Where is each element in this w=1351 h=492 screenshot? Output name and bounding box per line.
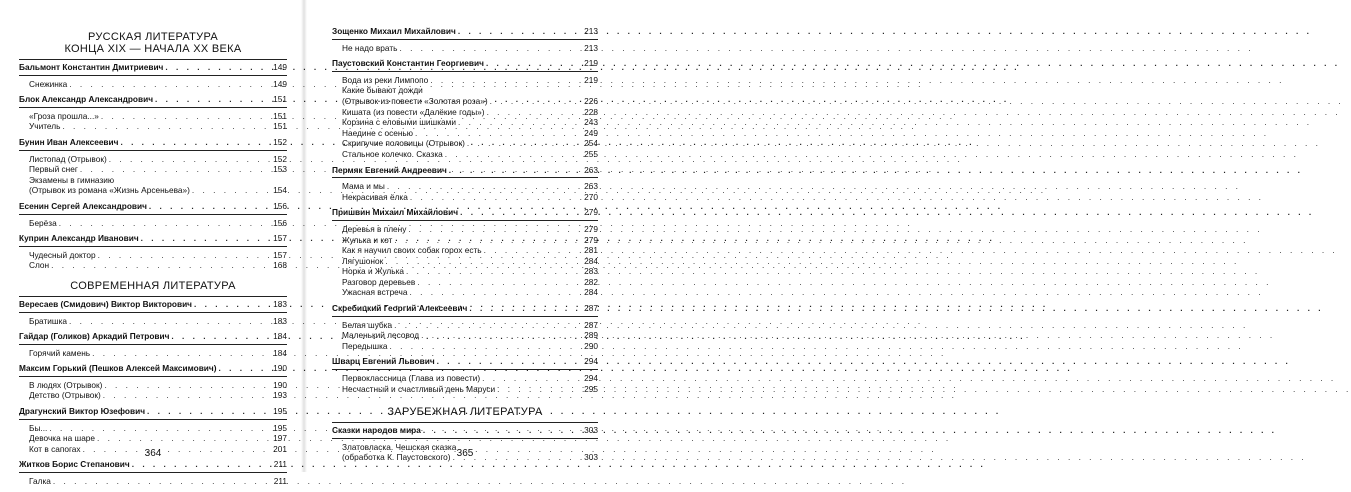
toc-work-entry-page-number: 282 bbox=[584, 276, 598, 287]
toc-work-entry-title: Братишка bbox=[29, 315, 68, 326]
author-underline bbox=[19, 75, 287, 76]
toc-work-entry-page-number: 279 bbox=[584, 234, 598, 245]
toc-author-entry-page-number: 157 bbox=[273, 233, 287, 244]
toc-work-entry-title: Первоклассница (Глава из повести) bbox=[342, 373, 481, 384]
toc-work-entry-page-number: 287 bbox=[584, 319, 598, 330]
toc-work-entry bbox=[19, 423, 287, 434]
toc-author-entry-title: Шварц Евгений Львович bbox=[332, 356, 435, 367]
toc-work-entry bbox=[332, 96, 598, 107]
dot-leader bbox=[490, 96, 576, 107]
toc-author-entry bbox=[332, 303, 598, 314]
toc-work-entry bbox=[332, 287, 598, 298]
toc-author-entry-title: Пермяк Евгений Андреевич bbox=[332, 164, 447, 175]
toc-author-entry-page-number: 219 bbox=[584, 58, 598, 69]
toc-work-entry-page-number: 195 bbox=[273, 422, 287, 433]
toc-work-entry-page-number: 193 bbox=[273, 390, 287, 401]
dot-leader bbox=[458, 117, 576, 128]
dot-leader bbox=[394, 235, 576, 246]
toc-work-entry-title: Не надо врать bbox=[342, 42, 398, 53]
dot-leader bbox=[399, 43, 576, 54]
toc-work-entry-title: «Гроза прошла...» bbox=[29, 110, 99, 121]
toc-author-entry-page-number: 303 bbox=[584, 425, 598, 436]
toc-work-entry-title: Снежинка bbox=[29, 78, 68, 89]
toc-work-entry-page-number: 255 bbox=[584, 148, 598, 159]
author-underline bbox=[19, 419, 287, 420]
dot-leader bbox=[98, 250, 265, 261]
dot-leader bbox=[487, 107, 576, 118]
dot-leader bbox=[415, 128, 576, 139]
toc-work-entry bbox=[332, 85, 598, 96]
toc-author-group bbox=[332, 207, 598, 298]
dot-leader bbox=[97, 433, 265, 444]
toc-work-entry bbox=[332, 384, 598, 395]
toc-work-entry-title: Горячий камень bbox=[29, 347, 91, 358]
toc-work-entry-title: (обработка К. Паустовского) bbox=[342, 452, 451, 463]
dot-leader bbox=[467, 138, 576, 149]
toc-work-entry bbox=[332, 117, 598, 128]
toc-author-entry-page-number: 184 bbox=[273, 331, 287, 342]
dot-leader bbox=[449, 165, 576, 176]
dot-leader bbox=[62, 121, 265, 132]
toc-work-entry-title: Передышка bbox=[342, 340, 388, 351]
toc-work-entry bbox=[19, 79, 287, 90]
toc-work-entry-title: Слон bbox=[29, 260, 50, 271]
toc-work-entry-page-number: 211 bbox=[273, 476, 287, 487]
dot-leader bbox=[171, 331, 265, 342]
toc-work-entry bbox=[332, 43, 598, 54]
dot-leader bbox=[409, 287, 576, 298]
toc-author-entry-title: Зощенко Михаил Михайлович bbox=[332, 26, 456, 36]
toc-author-entry-page-number: 152 bbox=[273, 136, 287, 147]
toc-work-entry-page-number: 168 bbox=[273, 260, 287, 271]
toc-work-entry-page-number: 197 bbox=[273, 433, 287, 444]
toc-work-entry bbox=[332, 128, 598, 139]
toc-author-group bbox=[332, 303, 598, 351]
dot-leader bbox=[132, 459, 265, 470]
toc-work-entry bbox=[19, 380, 287, 391]
toc-work-entry bbox=[332, 341, 598, 352]
toc-work-entry-title: Как я научил своих собак горох есть bbox=[342, 245, 482, 256]
toc-author-entry-page-number: 195 bbox=[273, 406, 287, 417]
author-underline bbox=[332, 177, 598, 178]
dot-leader bbox=[149, 201, 265, 212]
toc-work-entry-page-number: 294 bbox=[584, 373, 598, 384]
toc-work-entry-page-number: 290 bbox=[584, 340, 598, 351]
toc-work-entry-title: Скрипучие половицы (Отрывок) bbox=[342, 138, 465, 149]
toc-author-entry bbox=[19, 201, 287, 212]
dot-leader bbox=[219, 363, 266, 374]
section-title-foreign-literature: ЗАРУБЕЖНАЯ ЛИТЕРАТУРА bbox=[387, 406, 543, 419]
dot-leader bbox=[406, 266, 576, 277]
dot-leader bbox=[486, 58, 576, 69]
toc-author-group bbox=[19, 331, 287, 358]
toc-work-entry bbox=[332, 224, 598, 235]
toc-work-entry-title: Галка bbox=[29, 476, 51, 487]
toc-work-entry-page-number: 157 bbox=[273, 249, 287, 260]
toc-author-entry-page-number: 211 bbox=[273, 459, 287, 470]
toc-work-entry-title: Златовласка. Чешская сказка bbox=[342, 441, 457, 452]
toc-author-entry-title: Житков Борис Степанович bbox=[19, 459, 130, 470]
toc-author-entry bbox=[332, 356, 598, 367]
author-underline bbox=[332, 438, 598, 439]
dot-leader bbox=[69, 316, 265, 327]
dot-leader bbox=[469, 303, 576, 314]
dot-leader bbox=[430, 75, 576, 86]
toc-work-entry-title: Лягушонок bbox=[342, 255, 384, 266]
toc-author-group bbox=[332, 26, 598, 53]
toc-author-entry-title: Паустовский Константин Георгиевич bbox=[332, 58, 484, 69]
toc-author-group bbox=[19, 137, 287, 196]
toc-work-entry-title: Детство (Отрывок) bbox=[29, 390, 101, 401]
toc-author-entry bbox=[19, 406, 287, 417]
toc-work-entry bbox=[19, 260, 287, 271]
toc-author-entry-page-number: 294 bbox=[584, 356, 598, 367]
toc-work-entry bbox=[332, 330, 598, 341]
toc-author-group bbox=[332, 58, 598, 159]
toc-work-entry-page-number: 213 bbox=[584, 42, 598, 53]
toc-work-entry bbox=[19, 218, 287, 229]
section-title-modern-literature: СОВРЕМЕННАЯ ЛИТЕРАТУРА bbox=[70, 279, 236, 292]
toc-author-entry-page-number: 156 bbox=[273, 200, 287, 211]
toc-work-entry-page-number: 303 bbox=[584, 452, 598, 463]
toc-work-entry-title: Вода из реки Лимпопо bbox=[342, 74, 429, 85]
author-underline bbox=[19, 376, 287, 377]
toc-author-group bbox=[19, 299, 287, 326]
author-underline bbox=[19, 344, 287, 345]
toc-work-entry-title: Разговор деревьев bbox=[342, 276, 416, 287]
toc-work-entry bbox=[332, 277, 598, 288]
toc-work-entry-page-number: 152 bbox=[273, 153, 287, 164]
toc-work-entry bbox=[332, 320, 598, 331]
toc-work-entry-page-number: 154 bbox=[273, 185, 287, 196]
dot-leader bbox=[437, 356, 576, 367]
toc-work-entry-title: (Отрывок из повести «Золотая роза») bbox=[342, 95, 488, 106]
toc-list-russian bbox=[19, 62, 287, 276]
toc-author-entry-page-number: 149 bbox=[273, 62, 287, 72]
dot-leader bbox=[109, 154, 265, 165]
toc-work-entry-title: Берёза bbox=[29, 217, 57, 228]
toc-work-entry bbox=[332, 75, 598, 86]
toc-work-entry-title: Деревья в плену bbox=[342, 223, 407, 234]
author-underline bbox=[332, 71, 598, 72]
author-underline bbox=[19, 246, 287, 247]
toc-work-entry-page-number: 263 bbox=[584, 181, 598, 192]
toc-work-entry-title: В людях (Отрывок) bbox=[29, 379, 103, 390]
toc-author-entry-title: Бунин Иван Алексеевич bbox=[19, 136, 119, 147]
dot-leader bbox=[408, 224, 576, 235]
toc-work-entry-page-number: 228 bbox=[584, 106, 598, 117]
dot-leader bbox=[92, 348, 265, 359]
toc-work-entry-title: Белая шубка bbox=[342, 319, 393, 330]
toc-author-entry bbox=[19, 62, 287, 73]
toc-work-entry-title: Листопад (Отрывок) bbox=[29, 153, 107, 164]
toc-work-entry-title: Кот в сапогах bbox=[29, 443, 81, 454]
left-toc-column bbox=[19, 31, 287, 492]
dot-leader bbox=[390, 341, 576, 352]
dot-leader bbox=[165, 62, 265, 73]
dot-leader bbox=[417, 277, 576, 288]
toc-author-group bbox=[19, 94, 287, 132]
dot-leader bbox=[59, 218, 265, 229]
toc-author-entry-title: Драгунский Виктор Юзефович bbox=[19, 406, 146, 417]
toc-work-entry-title: Девочка на шаре bbox=[29, 433, 96, 444]
toc-author-entry-title: Скребицкий Георгий Алексеевич bbox=[332, 303, 468, 314]
toc-work-entry-title: Чудесный доктор bbox=[29, 249, 96, 260]
dot-leader bbox=[458, 26, 576, 37]
toc-work-entry bbox=[332, 373, 598, 384]
toc-work-entry bbox=[19, 390, 287, 401]
toc-work-entry bbox=[19, 348, 287, 359]
toc-author-entry-page-number: 151 bbox=[273, 94, 287, 105]
author-underline bbox=[19, 312, 287, 313]
toc-work-entry-page-number: 281 bbox=[584, 245, 598, 256]
author-underline bbox=[332, 316, 598, 317]
toc-author-group bbox=[19, 363, 287, 401]
author-underline bbox=[332, 220, 598, 221]
toc-author-entry-title: Пришвин Михаил Михайлович bbox=[332, 207, 459, 218]
toc-author-group bbox=[19, 233, 287, 271]
toc-work-entry-title: Норка и Жулька bbox=[342, 266, 405, 277]
toc-work-entry-title: Наедине с осенью bbox=[342, 127, 413, 138]
author-underline bbox=[19, 107, 287, 108]
toc-work-entry-page-number: 284 bbox=[584, 287, 598, 298]
toc-work-entry-title: Учитель bbox=[29, 121, 61, 132]
dot-leader bbox=[460, 207, 576, 218]
toc-work-entry bbox=[332, 245, 598, 256]
toc-work-entry-page-number: 219 bbox=[584, 74, 598, 85]
toc-work-entry bbox=[332, 235, 598, 246]
dot-leader bbox=[482, 373, 576, 384]
toc-work-entry bbox=[332, 256, 598, 267]
toc-work-entry-page-number: 279 bbox=[584, 223, 598, 234]
toc-work-entry-page-number: 201 bbox=[273, 443, 287, 454]
toc-author-entry bbox=[19, 363, 287, 374]
toc-work-entry-page-number: 283 bbox=[584, 266, 598, 277]
toc-work-entry-title: (Отрывок из романа «Жизнь Арсеньева») bbox=[29, 185, 190, 196]
author-underline bbox=[19, 214, 287, 215]
toc-author-group bbox=[19, 62, 287, 89]
toc-list-modern bbox=[19, 299, 287, 492]
dot-leader bbox=[410, 192, 576, 203]
toc-work-entry-title: Корзина с еловыми шишками bbox=[342, 117, 456, 128]
toc-author-entry-title: Есенин Сергей Александрович bbox=[19, 200, 147, 211]
toc-work-entry-page-number: 249 bbox=[584, 127, 598, 138]
toc-author-entry-page-number: 183 bbox=[273, 298, 287, 309]
toc-author-entry bbox=[332, 26, 598, 37]
toc-work-entry-title: Ужасная встреча bbox=[342, 287, 408, 298]
dot-leader bbox=[484, 245, 576, 256]
toc-author-entry-title: Блок Александр Александрович bbox=[19, 94, 154, 105]
toc-work-entry-title: Маленький лесовод bbox=[342, 330, 420, 341]
toc-work-entry bbox=[332, 149, 598, 160]
toc-work-entry bbox=[19, 185, 287, 196]
toc-work-entry bbox=[332, 181, 598, 192]
toc-work-entry bbox=[19, 250, 287, 261]
toc-author-entry-page-number: 263 bbox=[584, 164, 598, 175]
dot-leader bbox=[51, 260, 265, 271]
toc-work-entry-title: Какие бывают дожди bbox=[342, 85, 423, 96]
toc-work-entry-page-number: 151 bbox=[273, 121, 287, 132]
toc-work-entry bbox=[19, 316, 287, 327]
toc-author-entry bbox=[332, 425, 598, 436]
author-underline bbox=[19, 150, 287, 151]
toc-author-entry-page-number: 190 bbox=[273, 363, 287, 374]
toc-author-entry-title: Максим Горький (Пешков Алексей Максимович) bbox=[19, 363, 217, 374]
toc-work-entry-page-number: 295 bbox=[584, 383, 598, 394]
dot-leader bbox=[69, 79, 265, 90]
toc-work-entry-title: Мама и мы bbox=[342, 181, 385, 192]
toc-author-group bbox=[332, 165, 598, 203]
toc-work-entry-title: Первый снег bbox=[29, 164, 78, 175]
toc-author-entry-title: Сказки народов мира bbox=[332, 425, 421, 436]
dot-leader bbox=[141, 233, 265, 244]
toc-author-entry-page-number: 287 bbox=[584, 303, 598, 314]
page-number-right: 365 bbox=[456, 448, 474, 459]
author-underline bbox=[19, 472, 287, 473]
dot-leader bbox=[104, 380, 265, 391]
right-page bbox=[304, 0, 608, 472]
toc-work-entry-title: Некрасивая ёлка bbox=[342, 191, 408, 202]
right-toc-column bbox=[332, 26, 598, 468]
dot-leader bbox=[155, 94, 265, 105]
toc-author-entry-title: Бальмонт Константин Дмитриевич bbox=[19, 62, 164, 72]
section-title-russian-literature: РУССКАЯ ЛИТЕРАТУРА КОНЦА XIX — НАЧАЛА XX ВЕКА bbox=[64, 31, 242, 55]
dot-leader bbox=[192, 185, 265, 196]
toc-author-entry bbox=[19, 137, 287, 148]
author-underline bbox=[332, 39, 598, 40]
toc-author-entry bbox=[332, 207, 598, 218]
dot-leader bbox=[423, 425, 576, 436]
toc-author-entry bbox=[332, 165, 598, 176]
dot-leader bbox=[80, 164, 265, 175]
toc-list-modern-continued bbox=[332, 26, 598, 399]
toc-work-entry-page-number: 284 bbox=[584, 255, 598, 266]
toc-work-entry-page-number: 226 bbox=[584, 95, 598, 106]
dot-leader bbox=[194, 299, 265, 310]
author-underline bbox=[332, 369, 598, 370]
toc-work-entry-page-number: 149 bbox=[273, 78, 287, 89]
toc-author-group bbox=[19, 459, 287, 486]
toc-work-entry bbox=[19, 164, 287, 175]
toc-work-entry bbox=[19, 154, 287, 165]
toc-work-entry bbox=[19, 433, 287, 444]
dot-leader bbox=[394, 320, 576, 331]
toc-work-entry-page-number: 184 bbox=[273, 347, 287, 358]
toc-work-entry bbox=[19, 111, 287, 122]
toc-author-entry bbox=[332, 58, 598, 69]
toc-author-entry bbox=[19, 331, 287, 342]
toc-work-entry-title: Экзамены в гимназию bbox=[29, 174, 115, 185]
toc-list-foreign bbox=[332, 425, 598, 468]
dot-leader bbox=[147, 406, 265, 417]
toc-author-entry-title: Куприн Александр Иванович bbox=[19, 233, 139, 244]
toc-work-entry-title: Кишата (из повести «Далёкие годы») bbox=[342, 106, 485, 117]
toc-work-entry-page-number: 289 bbox=[584, 330, 598, 341]
dot-leader bbox=[385, 256, 576, 267]
toc-work-entry bbox=[19, 121, 287, 132]
toc-work-entry-page-number: 183 bbox=[273, 315, 287, 326]
page-number-left: 364 bbox=[144, 448, 162, 459]
toc-work-entry-page-number: 156 bbox=[273, 217, 287, 228]
dot-leader bbox=[421, 330, 576, 341]
book-spread bbox=[0, 0, 608, 487]
toc-author-entry-page-number: 279 bbox=[584, 207, 598, 218]
toc-work-entry-title: Жулька и кот bbox=[342, 234, 393, 245]
toc-author-entry bbox=[19, 299, 287, 310]
toc-work-entry bbox=[332, 107, 598, 118]
dot-leader bbox=[49, 423, 265, 434]
dot-leader bbox=[387, 181, 576, 192]
dot-leader bbox=[101, 111, 265, 122]
toc-author-entry bbox=[19, 94, 287, 105]
dot-leader bbox=[53, 476, 265, 487]
dot-leader bbox=[103, 390, 265, 401]
dot-leader bbox=[497, 384, 576, 395]
toc-work-entry-title: Бы... bbox=[29, 422, 48, 433]
toc-work-entry-page-number: 254 bbox=[584, 138, 598, 149]
toc-work-entry bbox=[19, 476, 287, 487]
toc-work-entry-page-number: 151 bbox=[273, 110, 287, 121]
toc-work-entry bbox=[19, 175, 287, 186]
left-page bbox=[0, 0, 304, 487]
dot-leader bbox=[445, 149, 576, 160]
toc-work-entry-title: Несчастный и счастливый день Маруси bbox=[342, 383, 496, 394]
toc-work-entry bbox=[332, 138, 598, 149]
toc-work-entry-title: Стальное колечко. Сказка bbox=[342, 148, 443, 159]
toc-author-entry-title: Вересаев (Смидович) Виктор Викторович bbox=[19, 298, 193, 309]
toc-author-entry bbox=[19, 459, 287, 470]
toc-author-group bbox=[19, 201, 287, 228]
toc-author-entry-page-number: 213 bbox=[584, 26, 598, 36]
toc-work-entry-page-number: 270 bbox=[584, 191, 598, 202]
toc-work-entry-page-number: 243 bbox=[584, 117, 598, 128]
toc-work-entry bbox=[332, 266, 598, 277]
toc-author-entry bbox=[19, 233, 287, 244]
toc-author-group bbox=[332, 356, 598, 394]
dot-leader bbox=[120, 137, 265, 148]
toc-work-entry-page-number: 153 bbox=[273, 164, 287, 175]
toc-work-entry bbox=[332, 192, 598, 203]
toc-work-entry-page-number: 190 bbox=[273, 379, 287, 390]
toc-author-entry-title: Гайдар (Голиков) Аркадий Петрович bbox=[19, 331, 170, 342]
